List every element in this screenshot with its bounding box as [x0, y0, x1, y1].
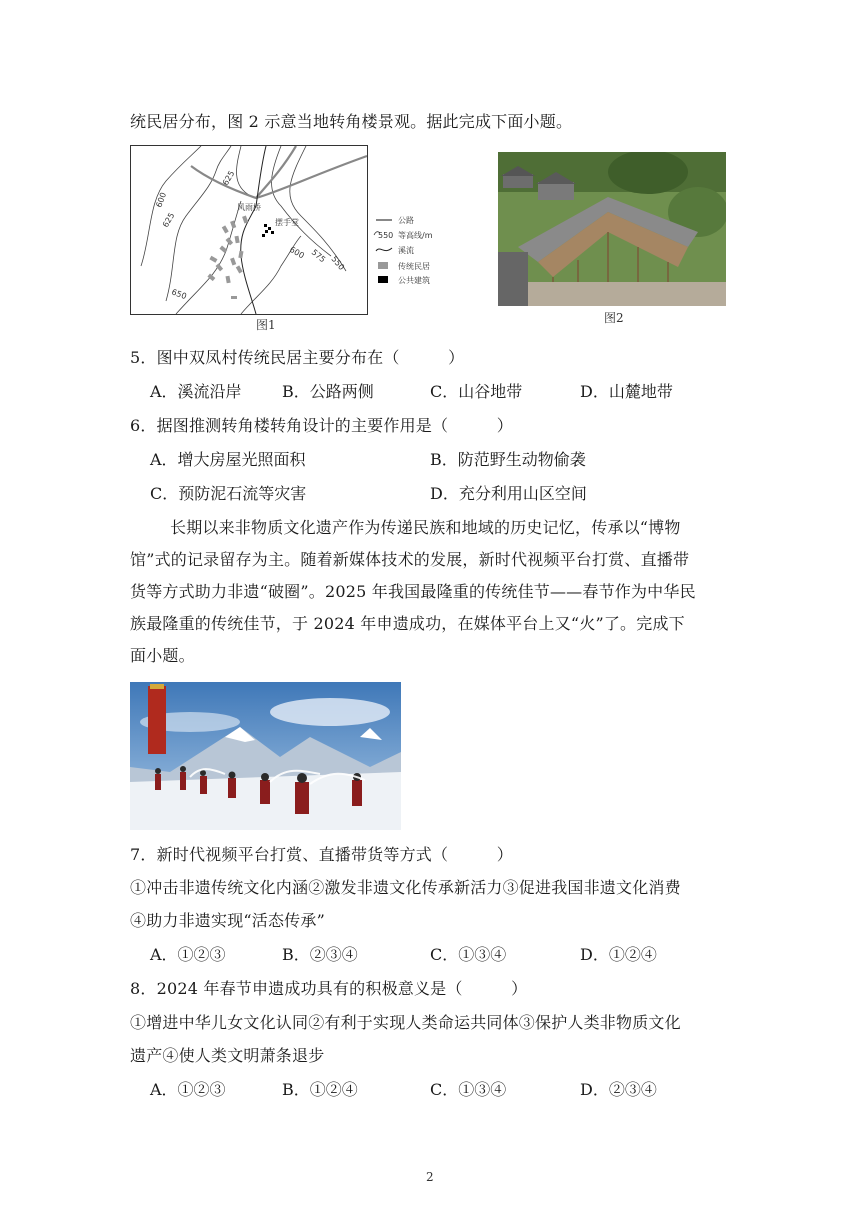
- label-hall: 摆手堂: [275, 218, 299, 227]
- legend-stream-label: 溪流: [398, 246, 414, 255]
- page-number: 2: [426, 1170, 434, 1184]
- q7-items-line-2: ④助力非遗实现“活态传承”: [130, 911, 325, 930]
- q6-stem: 6．据图推测转角楼转角设计的主要作用是（ ）: [130, 416, 513, 435]
- legend-house-label: 传统民居: [398, 262, 430, 271]
- q5-stem: 5．图中双凤村传统民居主要分布在（ ）: [130, 348, 465, 367]
- intro-text: 统民居分布，图 2 示意当地转角楼景观。据此完成下面小题。: [130, 112, 573, 131]
- contour-line: [141, 146, 201, 266]
- contour-line: [237, 146, 251, 196]
- q6-option-b[interactable]: B．防范野生动物偷袭: [430, 450, 586, 469]
- legend-public-symbol: [378, 276, 388, 283]
- q8-items-line-2: 遗产④使人类文明萧条退步: [130, 1046, 325, 1065]
- contour-label: 625: [160, 211, 177, 229]
- label-bridge: 风雨桥: [237, 203, 261, 212]
- map-svg: [131, 146, 367, 314]
- q8-items-line-1: ①增进中华儿女文化认同②有利于实现人类命运共同体③保护人类非物质文化: [130, 1013, 681, 1032]
- legend-stream-symbol: [376, 248, 392, 251]
- q8-stem: 8．2024 年春节申遗成功具有的积极意义是（ ）: [130, 979, 528, 998]
- q5-option-c[interactable]: C．山谷地带: [430, 382, 523, 401]
- q7-option-d[interactable]: D．①②④: [580, 945, 657, 964]
- q8-option-c[interactable]: C．①③④: [430, 1080, 507, 1099]
- passage-line-1: 长期以来非物质文化遗产作为传递民族和地域的历史记忆，传承以“博物: [170, 518, 681, 537]
- legend-road-label: 公路: [398, 216, 414, 225]
- public-buildings: [262, 224, 274, 237]
- road-line: [191, 156, 367, 198]
- contour-label: 600: [154, 191, 169, 209]
- contour-line: [166, 146, 231, 301]
- passage-line-4: 族最隆重的传统佳节，于 2024 年申遗成功，在媒体平台上又“火”了。完成下: [130, 614, 685, 633]
- red-banner: [148, 686, 166, 754]
- q8-option-a[interactable]: A．①②③: [150, 1080, 226, 1099]
- passage-line-2: 馆”式的记录留存为主。随着新媒体技术的发展，新时代视频平台打赏、直播带: [130, 550, 690, 569]
- stream-line: [241, 146, 266, 314]
- contour-label: 650: [170, 287, 188, 302]
- figure1-legend: [370, 145, 460, 313]
- q7-stem: 7．新时代视频平台打赏、直播带货等方式（ ）: [130, 845, 513, 864]
- q5-option-d[interactable]: D．山麓地带: [580, 382, 673, 401]
- q7-option-b[interactable]: B．②③④: [282, 945, 358, 964]
- q7-option-a[interactable]: A．①②③: [150, 945, 226, 964]
- house-cluster: [207, 215, 248, 299]
- passage-line-3: 货等方式助力非遗“破圈”。2025 年我国最隆重的传统佳节——春节作为中华民: [130, 582, 696, 601]
- q5-option-a[interactable]: A．溪流沿岸: [150, 382, 242, 401]
- legend-house-symbol: [378, 262, 388, 269]
- contour-label: 625: [220, 169, 237, 187]
- corner-building-image: [498, 152, 726, 306]
- q8-option-d[interactable]: D．②③④: [580, 1080, 657, 1099]
- legend-public-label: 公共建筑: [398, 276, 430, 285]
- passage-line-5: 面小题。: [130, 646, 195, 665]
- contour-label: 575: [309, 247, 328, 265]
- figure2-caption: 图2: [604, 311, 624, 325]
- contour-line: [272, 146, 331, 256]
- q7-items-line-1: ①冲击非遗传统文化内涵②激发非遗文化传承新活力③促进我国非遗文化消费: [130, 878, 681, 897]
- legend-contour-label: 等高线/m: [398, 231, 433, 240]
- contour-label: 550: [329, 254, 347, 272]
- q6-option-c[interactable]: C．预防泥石流等灾害: [150, 484, 307, 503]
- figure1-map: [130, 145, 368, 315]
- legend-contour-value: 550: [378, 231, 394, 240]
- q7-option-c[interactable]: C．①③④: [430, 945, 507, 964]
- figure2-photo: [498, 152, 726, 306]
- dance-photo: [130, 682, 401, 830]
- q5-option-b[interactable]: B．公路两侧: [282, 382, 374, 401]
- q8-option-b[interactable]: B．①②④: [282, 1080, 358, 1099]
- q6-option-a[interactable]: A．增大房屋光照面积: [150, 450, 306, 469]
- contour-label: 600: [288, 244, 306, 261]
- snow-dance-image: [130, 682, 401, 830]
- q6-option-d[interactable]: D．充分利用山区空间: [430, 484, 587, 503]
- figure1-caption: 图1: [256, 318, 276, 332]
